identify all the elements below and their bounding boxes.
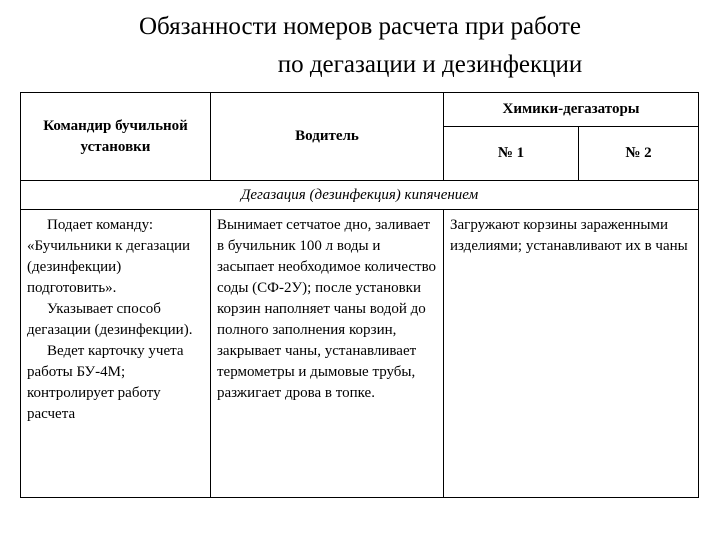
chemists-duties-cell: Загружают корзины зараженными изделиями; устанавливают их в чаны (444, 210, 699, 498)
commander-duties-cell (21, 210, 211, 498)
commander-duty-2: «Бучильники к дегазации (дезинфекции) подготовить». (27, 238, 191, 296)
header-driver: Водитель (211, 93, 444, 181)
duties-table (20, 92, 699, 498)
header-chemists: Химики-дегазаторы (444, 93, 699, 127)
commander-duty-3: Указывает способ дегазации (дезинфекции). (27, 301, 193, 338)
header-commander: Командир бучильной установки (21, 93, 211, 181)
page-title-line-2: по дегазации и дезинфекции (277, 51, 583, 78)
page-title-line-1: Обязанности номеров расчета при работе (139, 13, 581, 40)
commander-duty-4: Ведет карточку учета работы БУ-4М; контролирует работу расчета (27, 343, 184, 422)
commander-duty-1: Подает команду: (47, 217, 154, 233)
header-chemist-1: № 1 (444, 127, 579, 181)
section-title: Дегазация (дезинфекция) кипячением (21, 181, 699, 210)
driver-duties-cell: Вынимает сетчатое дно, заливает в бучильник 100 л воды и засыпает необходимое количество соды (СФ-2У); после установки корзин наполняет чаны водой до полного заполнения корзин, закрывает чаны, устанавливает термометры и дымовые трубы, разжигает дрова в топке. (211, 210, 444, 498)
header-chemist-2: № 2 (579, 127, 699, 181)
